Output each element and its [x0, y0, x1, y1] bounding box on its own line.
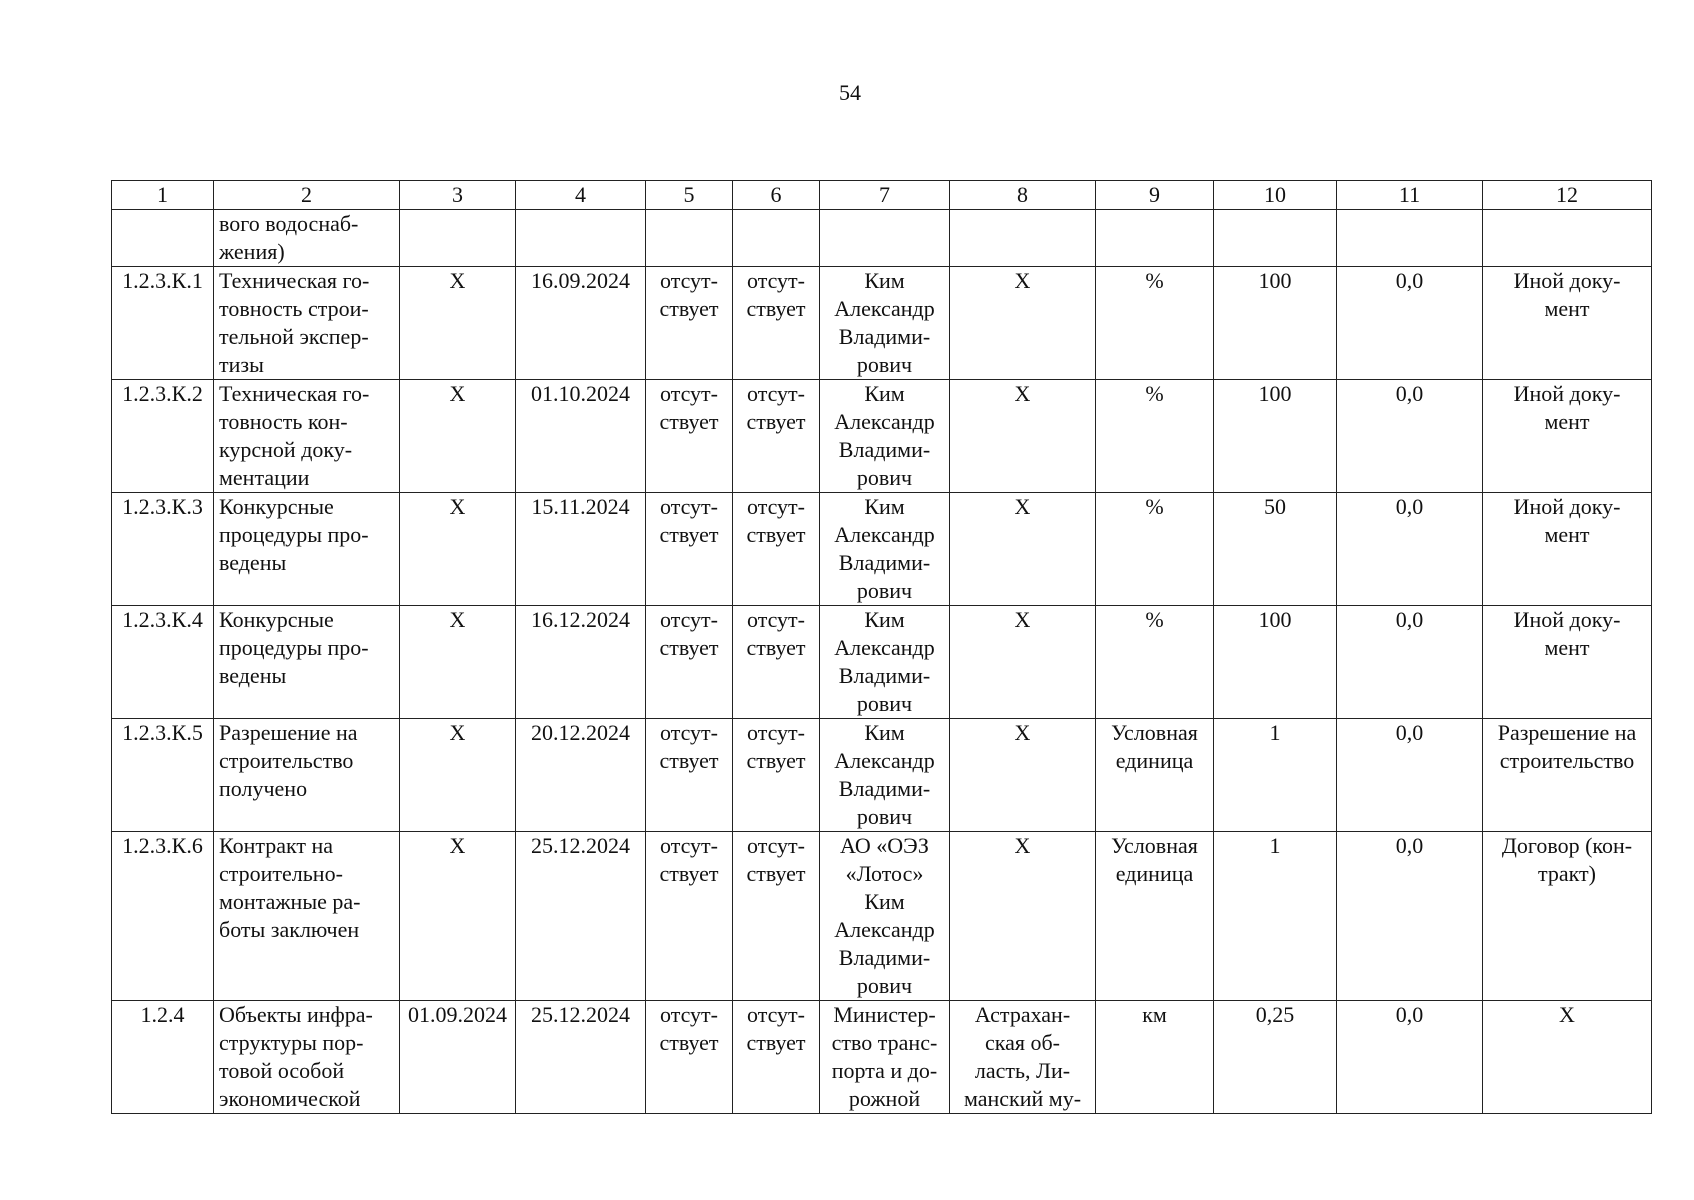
column-header-9: 9	[1096, 181, 1214, 210]
table-cell-col-12	[1483, 380, 1652, 493]
column-header-5: 5	[646, 181, 733, 210]
table-row	[112, 719, 1652, 832]
column-header-1: 1	[112, 181, 214, 210]
table-cell-col-7	[820, 606, 950, 719]
cell-line: рович	[856, 804, 913, 829]
table-cell-col-3	[400, 267, 516, 380]
table-cell-col-10	[1214, 267, 1337, 380]
cell-line: Конкурсные	[219, 607, 334, 632]
table-cell-col-10	[1214, 210, 1337, 267]
cell-line: ствует	[746, 409, 806, 434]
cell-line: единица	[1115, 748, 1194, 773]
table-cell-col-3	[400, 493, 516, 606]
cell-text: 0,0	[1395, 494, 1424, 519]
cell-line: тракт)	[1538, 861, 1596, 886]
table-row	[112, 832, 1652, 1001]
cell-text: 0,0	[1395, 1002, 1424, 1027]
table-cell-col-4	[516, 380, 646, 493]
table-cell-col-7	[820, 380, 950, 493]
table-cell-col-12	[1483, 267, 1652, 380]
cell-line: X	[1014, 833, 1031, 858]
table-row	[112, 493, 1652, 606]
table-body	[112, 210, 1652, 1114]
cell-line: боты заключен	[219, 917, 360, 942]
table-cell-col-10	[1214, 493, 1337, 606]
cell-line: X	[1014, 607, 1031, 632]
cell-text: 100	[1258, 381, 1292, 406]
table-cell-col-1	[112, 210, 214, 267]
table-cell-col-2	[214, 832, 400, 1001]
cell-line: ская об-	[984, 1030, 1061, 1055]
cell-line: отсут-	[746, 268, 805, 293]
table-cell-col-4	[516, 210, 646, 267]
cell-text: 20.12.2024	[531, 720, 630, 745]
table-cell-col-8	[950, 1001, 1096, 1114]
cell-text: 16.09.2024	[531, 268, 630, 293]
cell-line: получено	[219, 776, 308, 801]
table-cell-col-12	[1483, 606, 1652, 719]
table-cell-col-12	[1483, 1001, 1652, 1114]
cell-line: рович	[856, 973, 913, 998]
cell-line: АО «ОЭЗ	[840, 833, 929, 858]
cell-line: ствует	[746, 522, 806, 547]
cell-line: Владими-	[838, 776, 931, 801]
cell-text: 01.10.2024	[531, 381, 630, 406]
cell-line: %	[1145, 607, 1164, 632]
table-cell-col-3	[400, 719, 516, 832]
cell-line: ласть, Ли-	[974, 1058, 1071, 1083]
table-cell-col-1	[112, 832, 214, 1001]
column-header-12: 12	[1483, 181, 1652, 210]
cell-text: X	[449, 607, 466, 632]
table-cell-col-4	[516, 493, 646, 606]
table-cell-col-1	[112, 380, 214, 493]
cell-line: строительство	[219, 748, 354, 773]
cell-line: отсут-	[746, 494, 805, 519]
cell-text: 100	[1258, 268, 1292, 293]
table-cell-col-8	[950, 606, 1096, 719]
cell-line: Астрахан-	[974, 1002, 1071, 1027]
cell-text: 0,0	[1395, 833, 1424, 858]
table-cell-col-6	[733, 606, 820, 719]
table-cell-col-11	[1337, 832, 1483, 1001]
table-cell-col-9	[1096, 606, 1214, 719]
cell-line: отсут-	[659, 381, 718, 406]
cell-line: Ким	[864, 268, 905, 293]
cell-line: Ким	[864, 720, 905, 745]
table-cell-col-12	[1483, 719, 1652, 832]
cell-line: Ким	[864, 607, 905, 632]
cell-line: ментации	[219, 465, 310, 490]
cell-line: ствует	[659, 635, 719, 660]
cell-line: рович	[856, 691, 913, 716]
table-cell-col-8	[950, 493, 1096, 606]
cell-line: мент	[1544, 409, 1590, 434]
cell-line: отсут-	[659, 494, 718, 519]
cell-line: строительство	[1499, 748, 1635, 773]
column-header-3: 3	[400, 181, 516, 210]
cell-line: X	[1014, 268, 1031, 293]
cell-line: манский му-	[963, 1086, 1082, 1111]
cell-text: 0,25	[1255, 1002, 1295, 1027]
table-cell-col-7	[820, 719, 950, 832]
cell-line: монтажные ра-	[219, 889, 361, 914]
cell-line: вого водоснаб-	[219, 211, 359, 236]
cell-text: 25.12.2024	[531, 833, 630, 858]
table-cell-col-6	[733, 380, 820, 493]
cell-line: отсут-	[746, 720, 805, 745]
table-cell-col-2	[214, 606, 400, 719]
table-cell-col-6	[733, 267, 820, 380]
table-cell-col-5	[646, 210, 733, 267]
cell-line: Объекты инфра-	[219, 1002, 373, 1027]
cell-line: «Лотос»	[845, 861, 924, 886]
table-cell-col-9	[1096, 380, 1214, 493]
cell-line: Александр	[834, 409, 935, 434]
table-cell-col-8	[950, 210, 1096, 267]
cell-line: жения)	[219, 239, 285, 264]
cell-line: Министер-	[833, 1002, 936, 1027]
cell-line: Иной доку-	[1513, 268, 1621, 293]
cell-line: ствует	[746, 861, 806, 886]
cell-line: мент	[1544, 522, 1590, 547]
cell-line: Александр	[834, 748, 935, 773]
cell-line: отсут-	[659, 607, 718, 632]
cell-line: Александр	[834, 635, 935, 660]
cell-line: отсут-	[659, 720, 718, 745]
table-cell-col-3	[400, 1001, 516, 1114]
cell-text: 1.2.3.К.4	[122, 607, 203, 632]
cell-line: Иной доку-	[1513, 607, 1621, 632]
cell-text: X	[449, 494, 466, 519]
cell-line: Разрешение на	[219, 720, 358, 745]
table-cell-col-9	[1096, 832, 1214, 1001]
table-cell-col-5	[646, 267, 733, 380]
table-cell-col-11	[1337, 1001, 1483, 1114]
column-header-7: 7	[820, 181, 950, 210]
column-header-8: 8	[950, 181, 1096, 210]
table-cell-col-5	[646, 832, 733, 1001]
cell-line: ствует	[746, 635, 806, 660]
cell-line: км	[1142, 1002, 1167, 1027]
table-cell-col-6	[733, 1001, 820, 1114]
cell-text: 50	[1264, 494, 1286, 519]
cell-line: Ким	[864, 494, 905, 519]
cell-text: X	[449, 720, 466, 745]
table-cell-col-7	[820, 1001, 950, 1114]
cell-line: Техническая го-	[219, 268, 370, 293]
table-cell-col-8	[950, 380, 1096, 493]
cell-line: Техническая го-	[219, 381, 370, 406]
cell-line: Ким	[864, 381, 905, 406]
cell-text: 1	[1269, 720, 1281, 745]
cell-line: Условная	[1111, 720, 1198, 745]
table-cell-col-11	[1337, 380, 1483, 493]
cell-line: ствует	[659, 522, 719, 547]
cell-text: 1.2.3.К.2	[122, 381, 203, 406]
table-cell-col-11	[1337, 210, 1483, 267]
column-header-10: 10	[1214, 181, 1337, 210]
cell-line: мент	[1544, 635, 1590, 660]
cell-line: Конкурсные	[219, 494, 334, 519]
cell-line: Контракт на	[219, 833, 334, 858]
column-header-2: 2	[214, 181, 400, 210]
cell-line: ствует	[746, 1030, 806, 1055]
table-cell-col-3	[400, 832, 516, 1001]
table-cell-col-3	[400, 606, 516, 719]
cell-line: ствует	[659, 861, 719, 886]
table-cell-col-9	[1096, 493, 1214, 606]
table-cell-col-11	[1337, 493, 1483, 606]
table-cell-col-4	[516, 606, 646, 719]
table-cell-col-1	[112, 606, 214, 719]
cell-line: ствует	[659, 296, 719, 321]
table-cell-col-10	[1214, 606, 1337, 719]
table-cell-col-10	[1214, 1001, 1337, 1114]
table-cell-col-10	[1214, 719, 1337, 832]
table-cell-col-5	[646, 606, 733, 719]
cell-line: ствует	[659, 748, 719, 773]
table-cell-col-2	[214, 719, 400, 832]
cell-line: рожной	[848, 1086, 921, 1111]
cell-line: Владими-	[838, 324, 931, 349]
cell-line: товность кон-	[219, 409, 348, 434]
table-cell-col-1	[112, 267, 214, 380]
cell-text: X	[449, 833, 466, 858]
cell-line: единица	[1115, 861, 1194, 886]
cell-text: 16.12.2024	[531, 607, 630, 632]
table-cell-col-2	[214, 1001, 400, 1114]
table-cell-col-4	[516, 719, 646, 832]
cell-line: Владими-	[838, 663, 931, 688]
column-header-11: 11	[1337, 181, 1483, 210]
table-cell-col-4	[516, 267, 646, 380]
table-cell-col-7	[820, 210, 950, 267]
cell-line: структуры пор-	[219, 1030, 364, 1055]
table-cell-col-4	[516, 1001, 646, 1114]
cell-line: отсут-	[659, 268, 718, 293]
cell-line: тельной экспер-	[219, 324, 369, 349]
cell-line: порта и до-	[831, 1058, 938, 1083]
table-cell-col-6	[733, 719, 820, 832]
cell-line: Ким	[864, 889, 905, 914]
cell-line: товой особой	[219, 1058, 345, 1083]
cell-line: рович	[856, 578, 913, 603]
table-cell-col-9	[1096, 210, 1214, 267]
table-cell-col-8	[950, 719, 1096, 832]
column-header-6: 6	[733, 181, 820, 210]
cell-line: Александр	[834, 522, 935, 547]
cell-line: Иной доку-	[1513, 494, 1621, 519]
cell-text: 01.09.2024	[408, 1002, 507, 1027]
table-cell-col-10	[1214, 832, 1337, 1001]
cell-line: %	[1145, 494, 1164, 519]
table-cell-col-12	[1483, 210, 1652, 267]
cell-line: отсут-	[659, 833, 718, 858]
column-header-4: 4	[516, 181, 646, 210]
cell-text: 1.2.3.К.1	[122, 268, 203, 293]
cell-text: 25.12.2024	[531, 1002, 630, 1027]
cell-line: Договор (кон-	[1501, 833, 1633, 858]
cell-line: Владими-	[838, 945, 931, 970]
cell-text: 1.2.3.К.3	[122, 494, 203, 519]
table-row	[112, 606, 1652, 719]
table-cell-col-8	[950, 267, 1096, 380]
cell-text: 1.2.3.К.6	[122, 833, 203, 858]
cell-line: Иной доку-	[1513, 381, 1621, 406]
cell-line: X	[1014, 720, 1031, 745]
cell-line: Условная	[1111, 833, 1198, 858]
cell-line: ствует	[659, 1030, 719, 1055]
cell-line: рович	[856, 352, 913, 377]
table-cell-col-7	[820, 832, 950, 1001]
cell-line: X	[1559, 1002, 1575, 1027]
header-row	[112, 181, 1652, 210]
cell-line: мент	[1544, 296, 1590, 321]
table-cell-col-8	[950, 832, 1096, 1001]
cell-text: 1.2.4	[140, 1002, 185, 1027]
table-row	[112, 1001, 1652, 1114]
cell-text: 1	[1269, 833, 1281, 858]
cell-line: X	[1014, 381, 1031, 406]
cell-line: Александр	[834, 296, 935, 321]
table-cell-col-11	[1337, 719, 1483, 832]
cell-line: отсут-	[746, 607, 805, 632]
table-cell-col-10	[1214, 380, 1337, 493]
table-cell-col-1	[112, 719, 214, 832]
cell-line: ствует	[746, 296, 806, 321]
cell-text: 1.2.3.К.5	[122, 720, 203, 745]
table-cell-col-7	[820, 493, 950, 606]
cell-line: ведены	[219, 663, 287, 688]
table-cell-col-2	[214, 210, 400, 267]
cell-text: 0,0	[1395, 720, 1424, 745]
table-cell-col-12	[1483, 493, 1652, 606]
cell-line: ство транс-	[831, 1030, 938, 1055]
table-cell-col-2	[214, 380, 400, 493]
table-row	[112, 380, 1652, 493]
cell-line: рович	[856, 465, 913, 490]
table-cell-col-1	[112, 1001, 214, 1114]
table-cell-col-11	[1337, 267, 1483, 380]
cell-line: процедуры про-	[219, 635, 369, 660]
cell-line: ствует	[746, 748, 806, 773]
cell-line: курсной доку-	[219, 437, 353, 462]
cell-line: экономической	[219, 1086, 361, 1111]
data-table	[111, 180, 1652, 1114]
table-cell-col-3	[400, 210, 516, 267]
cell-text: 0,0	[1395, 268, 1424, 293]
table-cell-col-1	[112, 493, 214, 606]
cell-line: товность строи-	[219, 296, 369, 321]
cell-line: отсут-	[746, 833, 805, 858]
table-cell-col-7	[820, 267, 950, 380]
page-number: 54	[839, 80, 861, 105]
cell-text: 0,0	[1395, 381, 1424, 406]
table-cell-col-5	[646, 380, 733, 493]
cell-text: 100	[1258, 607, 1292, 632]
table-cell-col-6	[733, 493, 820, 606]
cell-text: X	[449, 268, 466, 293]
cell-text: 0,0	[1395, 607, 1424, 632]
cell-line: отсут-	[746, 1002, 805, 1027]
cell-line: X	[1014, 494, 1031, 519]
table-cell-col-11	[1337, 606, 1483, 719]
cell-line: %	[1145, 381, 1164, 406]
table-cell-col-3	[400, 380, 516, 493]
cell-line: ствует	[659, 409, 719, 434]
table-cell-col-6	[733, 832, 820, 1001]
table-cell-col-2	[214, 267, 400, 380]
cell-line: ведены	[219, 550, 287, 575]
table-cell-col-5	[646, 719, 733, 832]
table-cell-col-2	[214, 493, 400, 606]
table-cell-col-5	[646, 1001, 733, 1114]
cell-line: Разрешение на	[1497, 720, 1637, 745]
cell-text: 15.11.2024	[531, 494, 630, 519]
cell-line: Владими-	[838, 550, 931, 575]
table-cell-col-9	[1096, 719, 1214, 832]
table-row	[112, 210, 1652, 267]
cell-line: Владими-	[838, 437, 931, 462]
cell-text: X	[449, 381, 466, 406]
cell-line: Александр	[834, 917, 935, 942]
table-cell-col-4	[516, 832, 646, 1001]
table-row	[112, 267, 1652, 380]
table-cell-col-9	[1096, 1001, 1214, 1114]
table-cell-col-12	[1483, 832, 1652, 1001]
table-cell-col-5	[646, 493, 733, 606]
table-cell-col-6	[733, 210, 820, 267]
cell-line: отсут-	[659, 1002, 718, 1027]
cell-line: процедуры про-	[219, 522, 369, 547]
table-cell-col-9	[1096, 267, 1214, 380]
cell-line: строительно-	[219, 861, 343, 886]
cell-line: отсут-	[746, 381, 805, 406]
cell-line: %	[1145, 268, 1164, 293]
cell-line: тизы	[219, 352, 264, 377]
